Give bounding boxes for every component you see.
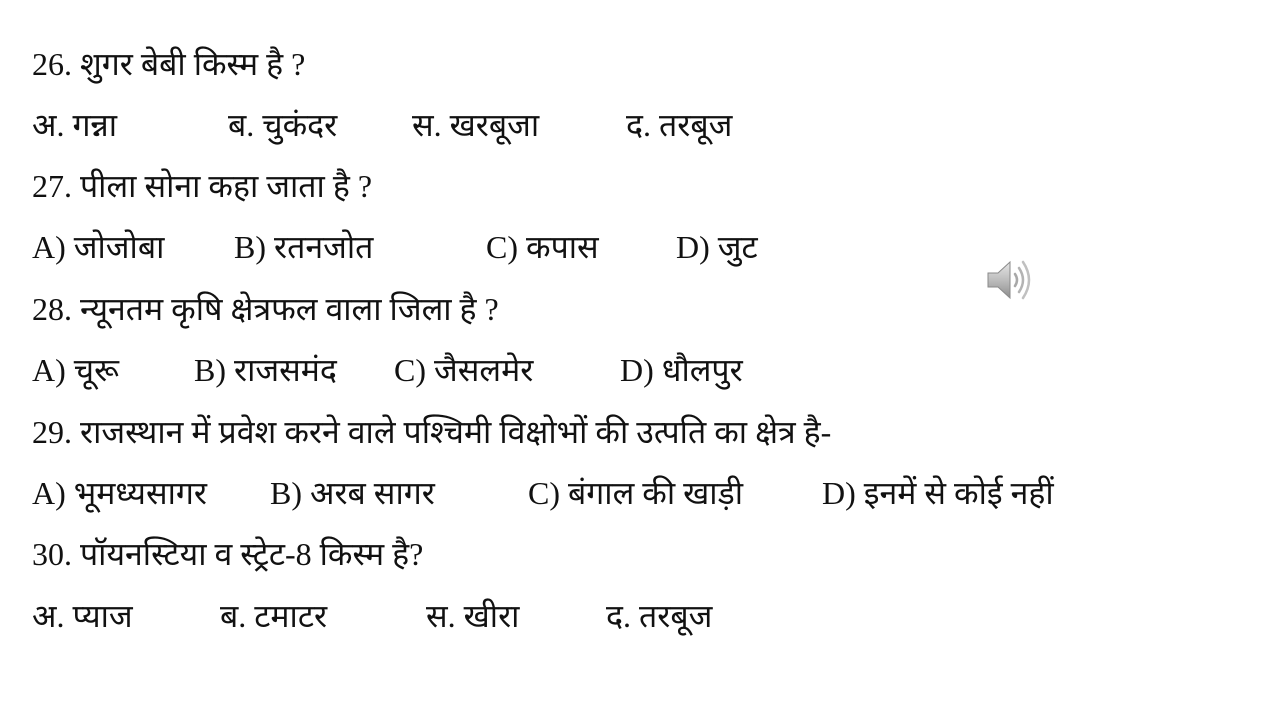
option-a: A) जोजोबा — [32, 229, 165, 265]
question-30: 30. पॉयनस्टिया व स्ट्रेट-8 किस्म है? — [32, 536, 424, 572]
option-b: ब. टमाटर — [220, 598, 328, 634]
option-d: D) धौलपुर — [620, 352, 743, 388]
options-27 — [32, 223, 932, 271]
question-28: 28. न्यूनतम कृषि क्षेत्रफल वाला जिला है ? — [32, 291, 499, 327]
option-a: अ. प्याज — [32, 598, 133, 634]
option-c: C) जैसलमेर — [394, 352, 534, 388]
option-c: C) कपास — [486, 229, 599, 265]
option-b: B) राजसमंद — [194, 352, 337, 388]
option-d: द. तरबूज — [626, 107, 733, 143]
option-c: C) बंगाल की खाड़ी — [528, 475, 744, 511]
options-26 — [32, 101, 932, 149]
question-26: 26. शुगर बेबी किस्म है ? — [32, 46, 306, 82]
option-b: B) अरब सागर — [270, 475, 435, 511]
question-29: 29. राजस्थान में प्रवेश करने वाले पश्चिमी विक्षोभों की उत्पति का क्षेत्र है- — [32, 414, 832, 450]
option-a: अ. गन्ना — [32, 107, 117, 143]
options-30 — [32, 592, 932, 640]
options-28 — [32, 346, 932, 394]
question-27: 27. पीला सोना कहा जाता है ? — [32, 168, 373, 204]
option-c: स. खरबूजा — [412, 107, 540, 143]
speaker-icon[interactable] — [984, 254, 1036, 306]
option-a: A) चूरू — [32, 352, 119, 388]
option-b: B) रतनजोत — [234, 229, 374, 265]
option-b: ब. चुकंदर — [228, 107, 338, 143]
options-29 — [32, 469, 1132, 517]
option-a: A) भूमध्यसागर — [32, 475, 208, 511]
option-d: द. तरबूज — [606, 598, 713, 634]
option-d: D) जुट — [676, 229, 758, 265]
option-c: स. खीरा — [426, 598, 520, 634]
option-d: D) इनमें से कोई नहीं — [822, 475, 1054, 511]
